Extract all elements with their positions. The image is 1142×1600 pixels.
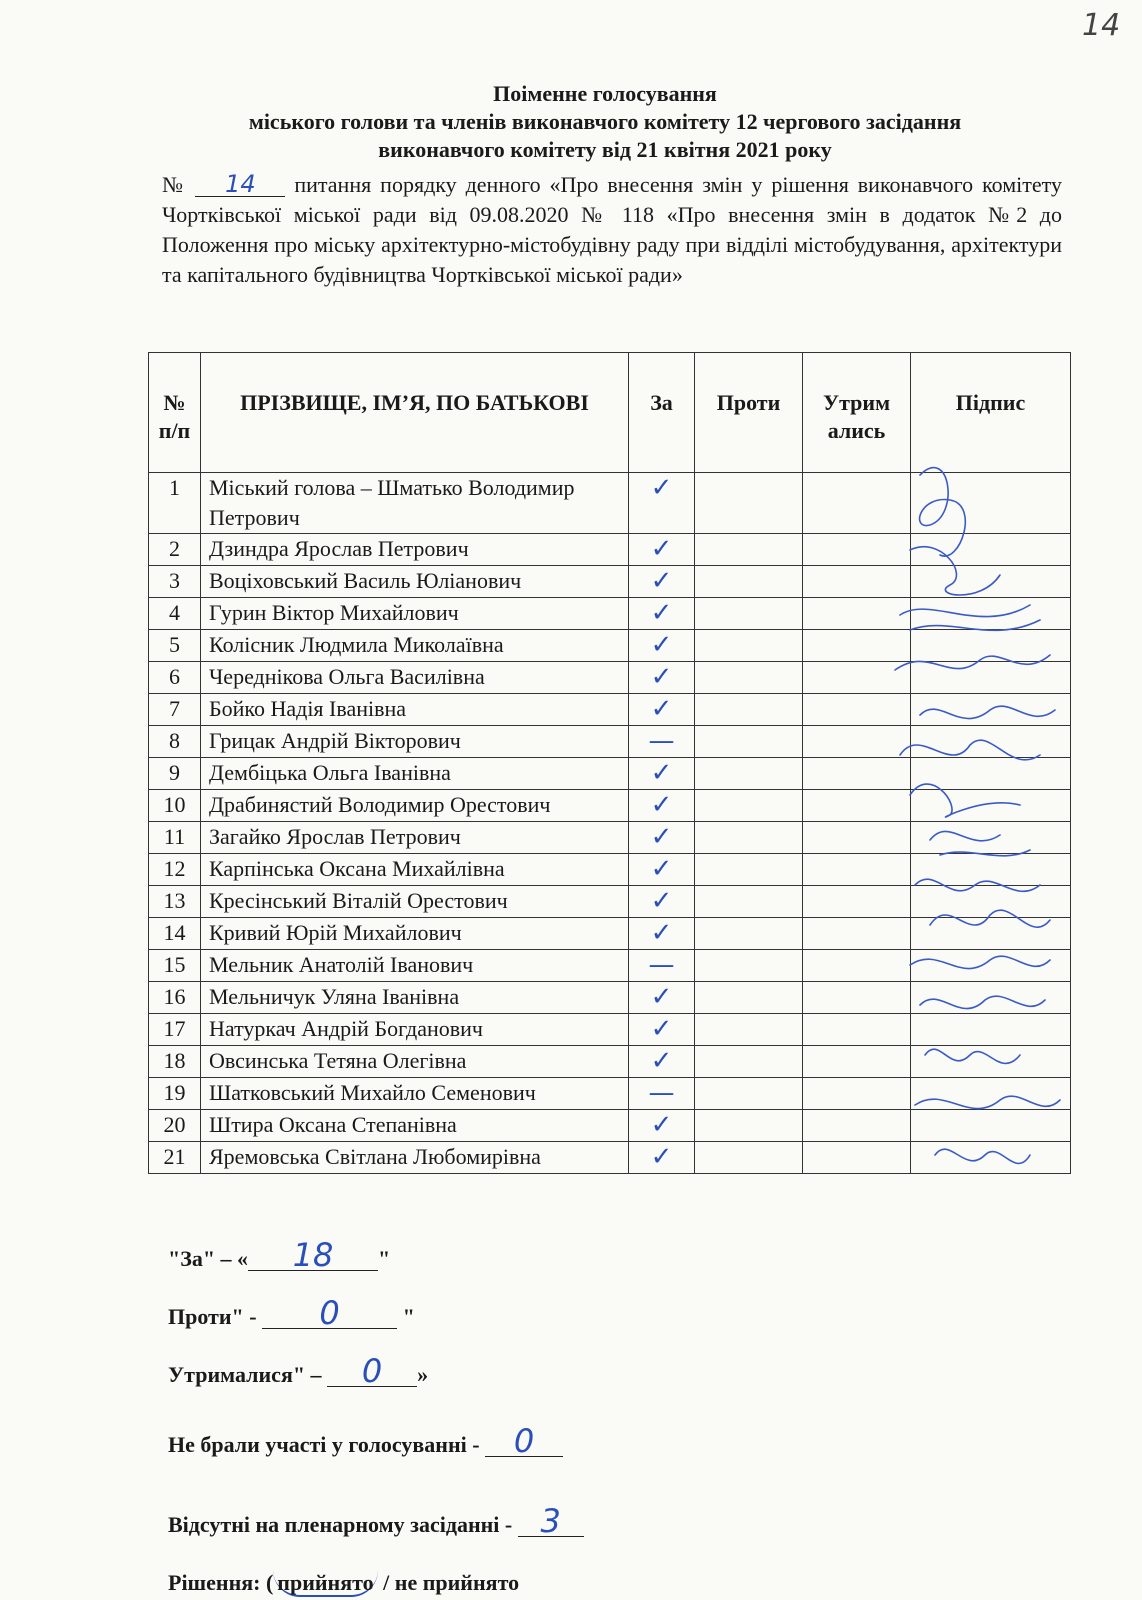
table-row [149,1110,1071,1142]
row-name: Череднікова Ольга Василівна [201,662,629,694]
header-abstained: Утрим ались [803,353,911,473]
summary-against: Проти" - 0 " [168,1294,415,1332]
summary-absent: Відсутні на пленарному засіданні - 3 [168,1496,868,1554]
row-against [695,886,803,918]
row-for-mark [629,662,695,694]
row-abstained [803,662,911,694]
table-row [149,694,1071,726]
table-row [149,630,1071,662]
summary-for: "За" – « 18 " [168,1236,391,1274]
row-signature [911,1078,1071,1110]
decision-line: Рішення: ( прийнято / не прийнято [168,1570,520,1595]
row-for-mark [629,950,695,982]
vote-mark: ✓ [650,630,673,660]
row-for-mark [629,854,695,886]
vote-mark: ✓ [650,1046,673,1076]
table-header-row [149,353,1071,473]
row-signature [911,790,1071,822]
table-row [149,822,1071,854]
row-for-mark [629,1046,695,1078]
row-name: Грицак Андрій Вікторович [201,726,629,758]
row-against [695,1110,803,1142]
row-against [695,534,803,566]
row-signature [911,598,1071,630]
row-against [695,1142,803,1174]
row-for-mark [629,918,695,950]
row-abstained [803,1014,911,1046]
row-against [695,630,803,662]
row-signature [911,534,1071,566]
summary-abstained: Утрималися" – 0 » [168,1352,429,1390]
row-against [695,1078,803,1110]
row-num: 8 [149,726,201,758]
table-row [149,758,1071,790]
row-num: 17 [149,1014,201,1046]
row-name: Натуркач Андрій Богданович [201,1014,629,1046]
row-num: 4 [149,598,201,630]
row-for-mark [629,886,695,918]
row-abstained [803,566,911,598]
row-signature [911,473,1071,534]
row-name: Дзиндра Ярослав Петрович [201,534,629,566]
table-row [149,1142,1071,1174]
row-name: Овсинська Тетяна Олегівна [201,1046,629,1078]
row-name: Яремовська Світлана Любомирівна [201,1142,629,1174]
table-row [149,598,1071,630]
row-num: 15 [149,950,201,982]
summary-against-value: 0 [262,1298,397,1329]
vote-mark: ✓ [650,662,673,692]
row-name: Мельничук Уляна Іванівна [201,982,629,1014]
row-for-mark [629,598,695,630]
row-signature [911,1014,1071,1046]
row-abstained [803,854,911,886]
row-against [695,598,803,630]
row-num: 2 [149,534,201,566]
table-row [149,790,1071,822]
row-for-mark [629,1142,695,1174]
row-name: Мельник Анатолій Іванович [201,950,629,982]
row-num: 11 [149,822,201,854]
row-against [695,950,803,982]
row-signature [911,758,1071,790]
row-abstained [803,1110,911,1142]
row-abstained [803,1078,911,1110]
row-abstained [803,726,911,758]
row-name: Воціховський Василь Юліанович [201,566,629,598]
header-for: За [629,353,695,473]
row-signature [911,1046,1071,1078]
decision-accepted: прийнято [273,1570,377,1597]
row-abstained [803,630,911,662]
header-signature: Підпис [911,353,1071,473]
row-abstained [803,982,911,1014]
vote-summary [168,1230,868,1554]
table-row [149,1046,1071,1078]
row-against [695,790,803,822]
summary-for-value: 18 [248,1240,378,1271]
summary-not-voted-value: 0 [485,1426,563,1457]
header-name: ПРІЗВИЩЕ, ІМ’Я, ПО БАТЬКОВІ [201,353,629,473]
row-name: Міський голова – Шматько Володимир Петрович [201,473,629,534]
title-line-3: виконавчого комітету від 21 квітня 2021 року [378,137,832,162]
row-num: 6 [149,662,201,694]
table-row [149,950,1071,982]
row-signature [911,982,1071,1014]
question-number: 14 [195,172,285,197]
row-num: 3 [149,566,201,598]
row-abstained [803,822,911,854]
row-signature [911,854,1071,886]
row-abstained [803,790,911,822]
vote-mark: — [648,726,675,756]
row-num: 5 [149,630,201,662]
row-name: Карпінська Оксана Михайлівна [201,854,629,886]
row-num: 10 [149,790,201,822]
vote-mark: ✓ [650,1142,673,1172]
vote-mark: ✓ [650,566,673,596]
row-against [695,694,803,726]
vote-mark: ✓ [650,758,673,788]
agenda-question [162,170,1062,290]
row-abstained [803,918,911,950]
vote-mark: ✓ [650,694,673,724]
vote-mark: ✓ [650,982,673,1012]
row-against [695,758,803,790]
row-for-mark [629,726,695,758]
table-row [149,662,1071,694]
row-abstained [803,534,911,566]
table-row [149,566,1071,598]
vote-mark: ✓ [650,534,673,564]
table-row [149,726,1071,758]
row-name: Загайко Ярослав Петрович [201,822,629,854]
row-name: Драбинястий Володимир Орестович [201,790,629,822]
question-text: питання порядку денного «Про внесення змін у рішення виконавчого комітету Чортківської міської ради від 09.08.2020 № 118 «Про внесення змін в додаток №2 до Положення про міську архітектурно-містобудівну раду при відділі містобудування, архітектури та капітального будівництва Чортківської міської ради» [162,172,1062,287]
row-for-mark [629,758,695,790]
vote-mark: ✓ [650,1014,673,1044]
row-for-mark [629,790,695,822]
row-num: 20 [149,1110,201,1142]
table-row [149,982,1071,1014]
row-abstained [803,1142,911,1174]
table-row [149,918,1071,950]
row-for-mark [629,1014,695,1046]
row-signature [911,1110,1071,1142]
row-for-mark [629,694,695,726]
header-num: № п/п [149,353,201,473]
row-num: 21 [149,1142,201,1174]
vote-mark: ✓ [650,854,673,884]
row-for-mark [629,822,695,854]
row-against [695,1046,803,1078]
row-name: Гурин Віктор Михайлович [201,598,629,630]
row-num: 18 [149,1046,201,1078]
header-against: Проти [695,353,803,473]
table-row [149,1078,1071,1110]
title-line-2: міського голови та членів виконавчого комітету 12 чергового засідання [248,109,962,134]
row-name: Штира Оксана Степанівна [201,1110,629,1142]
row-for-mark [629,566,695,598]
table-row [149,886,1071,918]
row-signature [911,726,1071,758]
row-abstained [803,950,911,982]
vote-mark: ✓ [650,1110,673,1140]
row-abstained [803,886,911,918]
summary-absent-value: 3 [518,1506,584,1537]
row-abstained [803,694,911,726]
vote-mark: — [648,950,675,980]
table-row [149,854,1071,886]
vote-mark: ✓ [650,598,673,628]
row-name: Дембіцька Ольга Іванівна [201,758,629,790]
row-num: 9 [149,758,201,790]
table-row [149,534,1071,566]
row-name: Кресінський Віталій Орестович [201,886,629,918]
row-abstained [803,1046,911,1078]
row-against [695,1014,803,1046]
table-row [149,473,1071,534]
row-signature [911,662,1071,694]
row-abstained [803,758,911,790]
row-num: 1 [149,473,201,534]
row-name: Бойко Надія Іванівна [201,694,629,726]
row-against [695,473,803,534]
row-for-mark [629,473,695,534]
title-line-1: Поіменне голосування [493,81,717,106]
page-number: 14 [1082,8,1121,43]
row-for-mark [629,1078,695,1110]
row-num: 12 [149,854,201,886]
vote-mark: ✓ [650,886,673,916]
row-signature [911,630,1071,662]
row-num: 14 [149,918,201,950]
row-against [695,854,803,886]
row-for-mark [629,534,695,566]
document-title [150,80,1060,164]
row-signature [911,886,1071,918]
row-against [695,918,803,950]
row-against [695,566,803,598]
row-against [695,982,803,1014]
row-against [695,662,803,694]
row-abstained [803,598,911,630]
row-signature [911,694,1071,726]
row-against [695,726,803,758]
row-num: 16 [149,982,201,1014]
row-num: 19 [149,1078,201,1110]
row-signature [911,1142,1071,1174]
summary-abstained-value: 0 [327,1356,417,1387]
row-name: Колісник Людмила Миколаївна [201,630,629,662]
row-for-mark [629,982,695,1014]
row-signature [911,566,1071,598]
vote-mark: ✓ [650,822,673,852]
question-prefix: № [162,172,187,197]
row-name: Шатковський Михайло Семенович [201,1078,629,1110]
row-num: 13 [149,886,201,918]
summary-not-voted: Не брали участі у голосуванні - 0 [168,1416,868,1474]
decision-rejected: не прийнято [394,1570,520,1595]
row-num: 7 [149,694,201,726]
vote-mark: ✓ [650,918,673,948]
table-row [149,1014,1071,1046]
votes-table [148,352,1071,1174]
row-against [695,822,803,854]
vote-mark: ✓ [650,473,673,503]
row-abstained [803,473,911,534]
row-name: Кривий Юрій Михайлович [201,918,629,950]
row-signature [911,918,1071,950]
row-for-mark [629,630,695,662]
row-signature [911,950,1071,982]
row-for-mark [629,1110,695,1142]
row-signature [911,822,1071,854]
vote-mark: ✓ [650,790,673,820]
vote-mark: — [648,1078,675,1108]
